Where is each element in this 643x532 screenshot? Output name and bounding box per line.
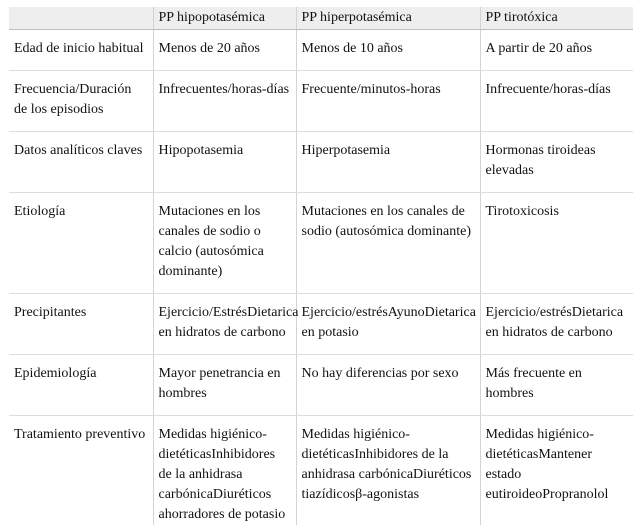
- header-cell-hipopotasemica: PP hipopotasémica: [153, 7, 296, 30]
- table-cell: Menos de 20 años: [153, 30, 296, 71]
- table-cell: Infrecuentes/horas-días: [153, 71, 296, 132]
- table-cell: Medidas higiénico-dietéticasMantener estado eutiroideoPropranolol: [480, 416, 633, 526]
- table-row: [9, 355, 633, 416]
- table-cell: Ejercicio/estrésDietarica en hidratos de carbono: [480, 294, 633, 355]
- table-cell: Mayor penetrancia en hombres: [153, 355, 296, 416]
- table-cell: Medidas higiénico-dietéticasInhibidores de la anhidrasa carbónicaDiuréticos tiazídicosβ-agonistas: [296, 416, 480, 526]
- table-cell: Infrecuente/horas-días: [480, 71, 633, 132]
- table-cell: No hay diferencias por sexo: [296, 355, 480, 416]
- table-cell: A partir de 20 años: [480, 30, 633, 71]
- header-row: [9, 7, 633, 30]
- header-cell-tirotoxica: PP tirotóxica: [480, 7, 633, 30]
- row-label: Frecuencia/Duración de los episodios: [9, 71, 153, 132]
- table-cell: Mutaciones en los canales de sodio (autosómica dominante): [296, 193, 480, 294]
- row-label: Etiología: [9, 193, 153, 294]
- table-cell: Ejercicio/estrésAyunoDietarica en potasio: [296, 294, 480, 355]
- table-cell: Menos de 10 años: [296, 30, 480, 71]
- table-cell: Mutaciones en los canales de sodio o calcio (autosómica dominante): [153, 193, 296, 294]
- table-row: [9, 294, 633, 355]
- row-label: Precipitantes: [9, 294, 153, 355]
- table-row: [9, 193, 633, 294]
- table-row: [9, 71, 633, 132]
- table-cell: Medidas higiénico-dietéticasInhibidores de la anhidrasa carbónicaDiuréticos ahorradores de potasio: [153, 416, 296, 526]
- comparison-table: [9, 7, 633, 525]
- table-cell: Más frecuente en hombres: [480, 355, 633, 416]
- table-cell: Ejercicio/EstrésDietarica en hidratos de carbono: [153, 294, 296, 355]
- table-cell: Tirotoxicosis: [480, 193, 633, 294]
- row-label: Datos analíticos claves: [9, 132, 153, 193]
- row-label: Tratamiento preventivo: [9, 416, 153, 526]
- table-row: [9, 30, 633, 71]
- row-label: Edad de inicio habitual: [9, 30, 153, 71]
- header-cell-empty: [9, 7, 153, 30]
- table-cell: Frecuente/minutos-horas: [296, 71, 480, 132]
- table-cell: Hipopotasemia: [153, 132, 296, 193]
- table-row: [9, 416, 633, 526]
- row-label: Epidemiología: [9, 355, 153, 416]
- table-cell: Hiperpotasemia: [296, 132, 480, 193]
- table-cell: Hormonas tiroideas elevadas: [480, 132, 633, 193]
- table-row: [9, 132, 633, 193]
- header-cell-hiperpotasemica: PP hiperpotasémica: [296, 7, 480, 30]
